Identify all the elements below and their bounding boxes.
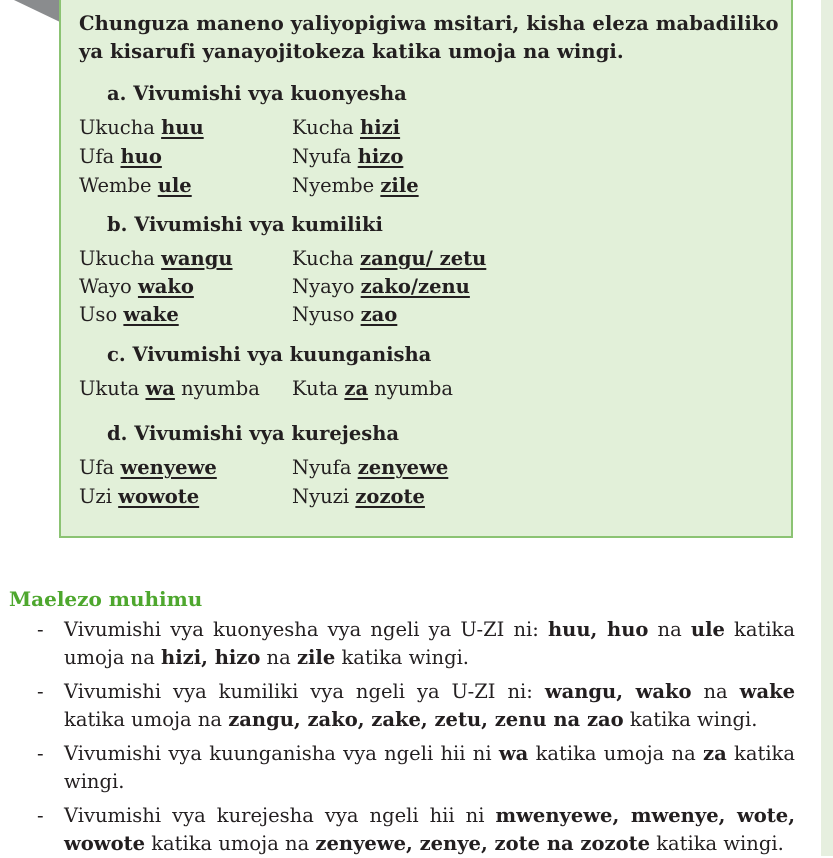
- singular-underlined: wake: [123, 303, 179, 326]
- note-item: - Vivumishi vya kurejesha vya ngeli hii ni mwenyewe, mwenye, wote, wowote katika umoja na zenyewe, zenye, zote na zozote katika wingi.: [37, 804, 796, 855]
- singular-after: nyumba: [181, 377, 260, 400]
- plural-word: Nyuzi: [292, 485, 350, 508]
- plural-underlined: hizi: [360, 116, 401, 139]
- word-pair-row: [79, 174, 419, 197]
- exercise-instruction: Chunguza maneno yaliyopigiwa msitari, kisha eleza mabadiliko ya kisarufi yanayojitokeza katika umoja na wingi.: [79, 12, 779, 63]
- plural-underlined: hizo: [357, 145, 404, 168]
- singular-word: Wembe: [79, 174, 152, 197]
- plural-underlined: zao: [360, 303, 398, 326]
- singular-word: Wayo: [79, 275, 132, 298]
- plural-word: Nyuso: [292, 303, 355, 326]
- singular-underlined: wenyewe: [120, 456, 217, 479]
- note-item: - Vivumishi vya kumiliki vya ngeli ya U-ZI ni: wangu, wako na wake katika umoja na zangu, zako, zake, zetu, zenu na zao katika wingi.: [37, 680, 795, 731]
- plural-word: Kuta: [292, 377, 339, 400]
- singular-word: Ukucha: [79, 247, 155, 270]
- note-item: - Vivumishi vya kuunganisha vya ngeli hii ni wa katika umoja na za katika wingi.: [37, 742, 795, 793]
- word-pair-row: [79, 116, 401, 139]
- singular-underlined: wangu: [161, 247, 233, 270]
- singular-underlined: ule: [157, 174, 192, 197]
- plural-word: Nyufa: [292, 145, 352, 168]
- note-item: - Vivumishi vya kuonyesha vya ngeli ya U-ZI ni: huu, huo na ule katika umoja na hizi, hizo na zile katika wingi.: [37, 618, 795, 669]
- word-pair-row: [79, 456, 449, 479]
- plural-underlined: za: [344, 377, 369, 400]
- word-pair-row: [79, 145, 404, 168]
- plural-word: Kucha: [292, 116, 354, 139]
- singular-word: Ufa: [79, 145, 115, 168]
- singular-underlined: wako: [137, 275, 194, 298]
- singular-underlined: huo: [120, 145, 162, 168]
- word-pair-row: [79, 303, 398, 326]
- word-pair-row: [79, 247, 487, 270]
- singular-word: Ukucha: [79, 116, 155, 139]
- section-title: d. Vivumishi vya kurejesha: [107, 422, 400, 445]
- word-pair-row: [79, 485, 425, 508]
- plural-underlined: zenyewe: [357, 456, 449, 479]
- singular-underlined: wowote: [118, 485, 200, 508]
- plural-underlined: zile: [380, 174, 419, 197]
- section-title: a. Vivumishi vya kuonyesha: [107, 82, 407, 105]
- plural-after: nyumba: [374, 377, 454, 400]
- word-pair-row: [79, 275, 470, 298]
- list-dash: -: [37, 742, 44, 765]
- corner-decoration: [14, 0, 60, 22]
- exercise-box: [59, 0, 793, 538]
- singular-underlined: huu: [161, 116, 204, 139]
- singular-underlined: wa: [145, 377, 175, 400]
- singular-word: Uzi: [79, 485, 112, 508]
- section-title: b. Vivumishi vya kumiliki: [107, 213, 383, 236]
- singular-word: Ufa: [79, 456, 115, 479]
- singular-word: Ukuta: [79, 377, 140, 400]
- list-dash: -: [37, 618, 44, 641]
- plural-underlined: zangu/ zetu: [360, 247, 487, 270]
- singular-word: Uso: [79, 303, 118, 326]
- notes-heading: Maelezo muhimu: [9, 587, 203, 611]
- page-edge-strip: [821, 0, 833, 856]
- plural-underlined: zako/zenu: [360, 275, 470, 298]
- plural-word: Nyayo: [292, 275, 355, 298]
- plural-word: Nyufa: [292, 456, 352, 479]
- plural-word: Kucha: [292, 247, 354, 270]
- list-dash: -: [37, 804, 44, 827]
- plural-word: Nyembe: [292, 174, 375, 197]
- plural-underlined: zozote: [355, 485, 425, 508]
- section-title: c. Vivumishi vya kuunganisha: [107, 343, 432, 366]
- list-dash: -: [37, 680, 44, 703]
- word-pair-row: [79, 377, 454, 400]
